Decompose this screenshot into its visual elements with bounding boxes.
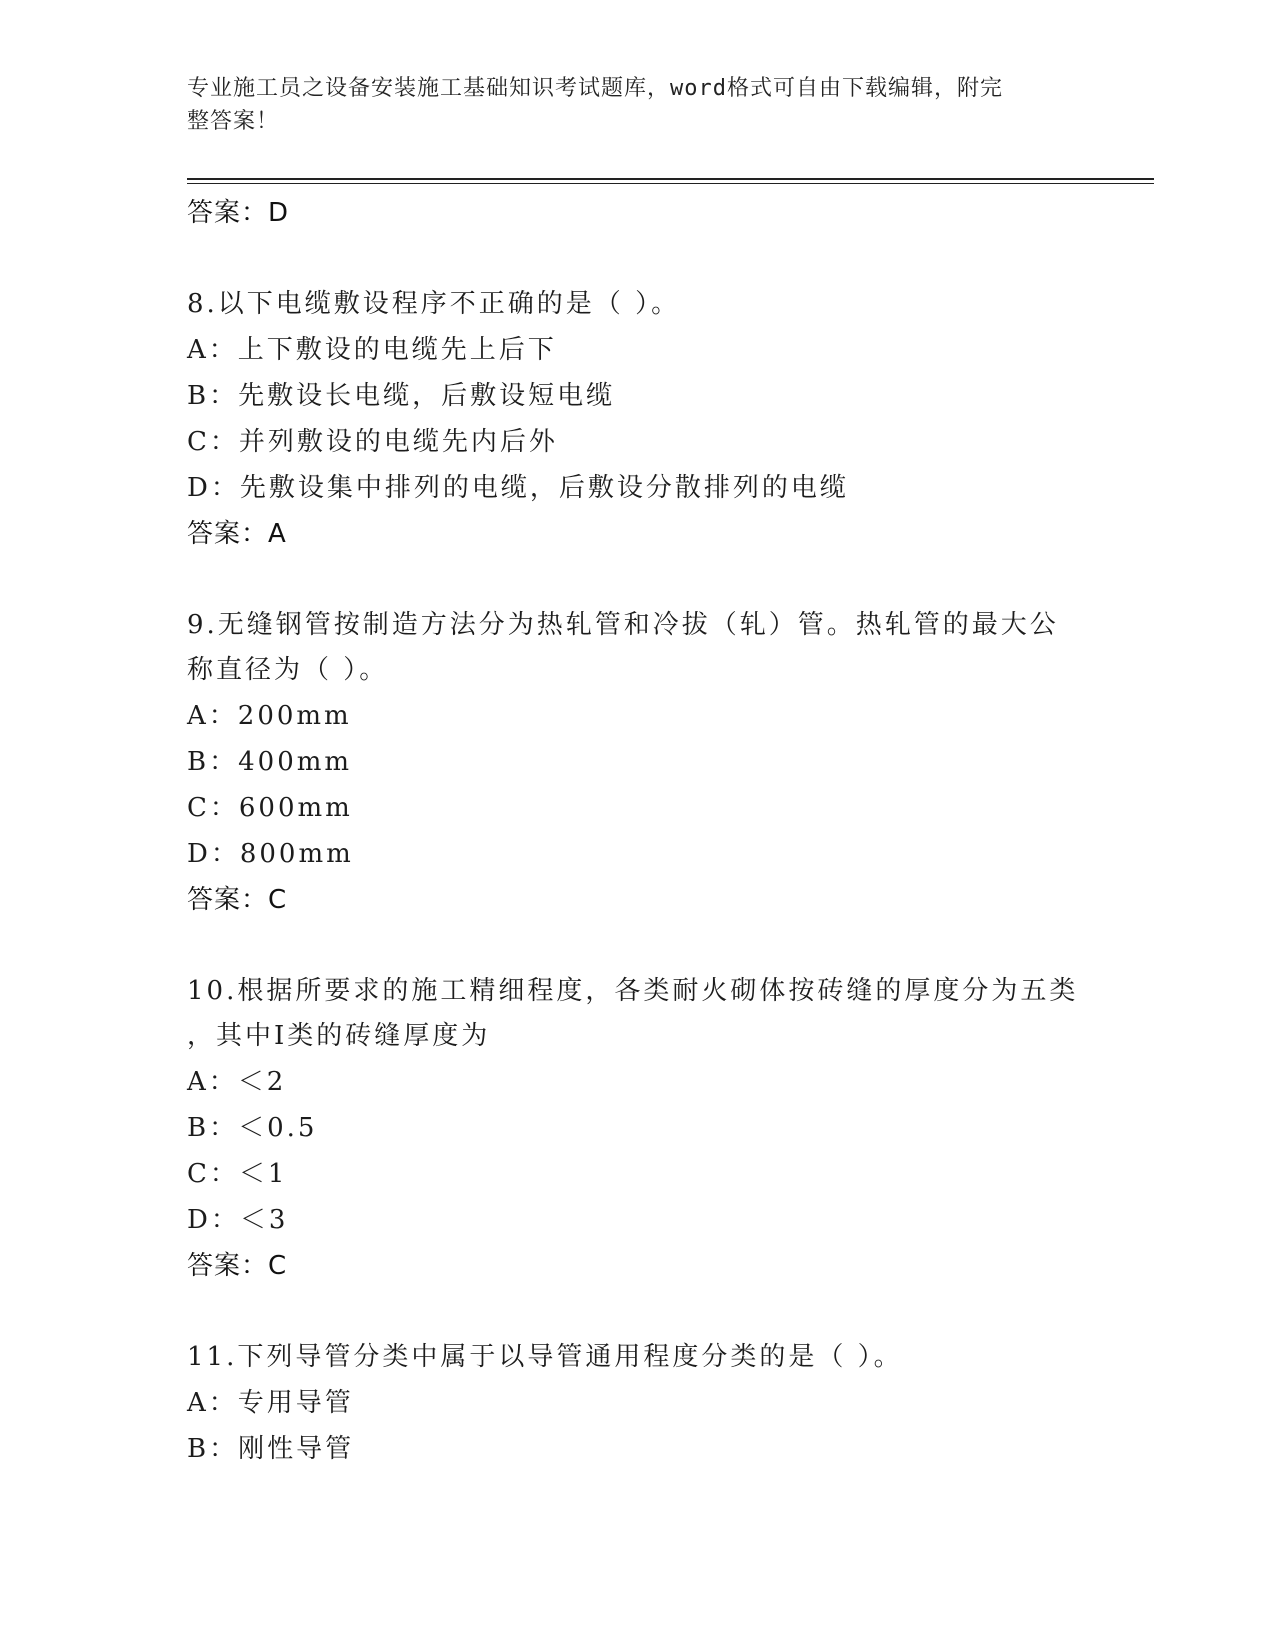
question-text-line: ，其中Ⅰ类的砖缝厚度为	[187, 1021, 491, 1051]
option-a: A：＜2	[187, 1067, 287, 1097]
question-text-line: 11.下列导管分类中属于以导管通用程度分类的是（ ）。	[187, 1342, 903, 1372]
question-block	[187, 1335, 1087, 1472]
option-c: C：并列敷设的电缆先内后外	[187, 427, 558, 457]
question-list	[187, 190, 1087, 1472]
spacer	[187, 1289, 1087, 1335]
answer-label: 答案：D	[187, 198, 290, 228]
spacer	[187, 923, 1087, 969]
option-a: A：200mm	[187, 701, 352, 731]
question-block	[187, 282, 1087, 557]
question-text-line: 10.根据所要求的施工精细程度，各类耐火砌体按砖缝的厚度分为五类	[187, 976, 1079, 1006]
header-line-2: 整答案！	[187, 109, 280, 134]
option-c: C：＜1	[187, 1159, 288, 1189]
question-block	[187, 969, 1087, 1289]
answer-label: 答案：C	[187, 885, 288, 915]
option-d: D：＜3	[187, 1205, 289, 1235]
question-text-line: 8.以下电缆敷设程序不正确的是（ ）。	[187, 289, 681, 319]
spacer	[187, 557, 1087, 603]
question-text-line: 称直径为（ ）。	[187, 655, 389, 685]
header-line-1: 专业施工员之设备安装施工基础知识考试题库，word格式可自由下载编辑，附完	[187, 76, 1003, 101]
option-a: A：专用导管	[187, 1388, 354, 1418]
spacer	[187, 236, 1087, 282]
option-d: D：先敷设集中排列的电缆，后敷设分散排列的电缆	[187, 473, 849, 503]
answer-label: 答案：C	[187, 1251, 288, 1281]
question-block	[187, 603, 1087, 923]
option-b: B：＜0.5	[187, 1113, 318, 1143]
option-c: C：600mm	[187, 793, 353, 823]
document-header	[187, 72, 1067, 138]
header-divider-thin	[187, 183, 1154, 184]
option-b: B：先敷设长电缆，后敷设短电缆	[187, 381, 616, 411]
answer-label: 答案：A	[187, 519, 287, 549]
option-b: B：刚性导管	[187, 1434, 355, 1464]
option-d: D：800mm	[187, 839, 354, 869]
question-text-line: 9.无缝钢管按制造方法分为热轧管和冷拔（轧）管。热轧管的最大公	[187, 610, 1059, 640]
header-divider-thick	[187, 178, 1154, 180]
option-b: B：400mm	[187, 747, 353, 777]
option-a: A：上下敷设的电缆先上后下	[187, 335, 557, 365]
